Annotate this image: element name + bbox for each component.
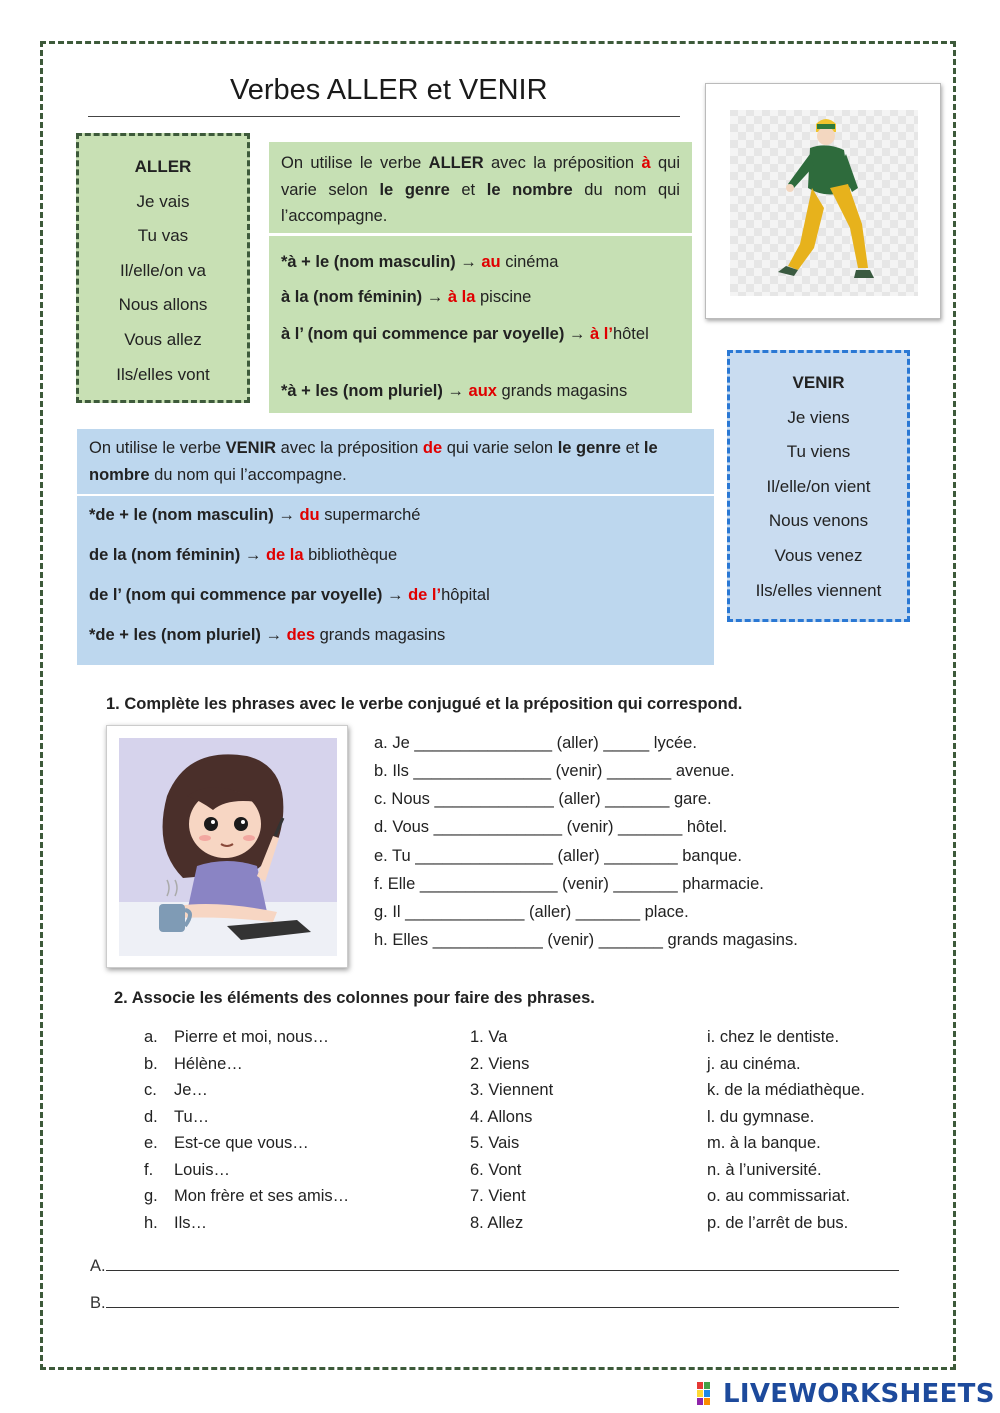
venir-form: Nous venons (768, 511, 869, 531)
venir-rule-box (77, 429, 714, 494)
exercise1-item: h. Elles ____________ (venir) _______ grands magasins. (374, 931, 798, 949)
match-letter: d. (144, 1108, 158, 1126)
match-verb: 1. Va (470, 1028, 508, 1046)
match-subject: Hélène… (174, 1055, 243, 1073)
exercise1-instruction: 1. Complète les phrases avec le verbe conjugué et la préposition qui correspond. (106, 695, 743, 713)
venir-form: Il/elle/on vient (766, 476, 871, 496)
match-verb: 8. Allez (470, 1214, 524, 1232)
match-letter: f. (144, 1161, 154, 1179)
exercise1-item: c. Nous _____________ (aller) _______ gare. (374, 790, 712, 808)
answer-label: A. (90, 1257, 106, 1275)
match-subject: Pierre et moi, nous… (174, 1028, 329, 1046)
venir-example: *de + les (nom pluriel) → des grands magasins (89, 626, 446, 644)
page-title: Verbes ALLER et VENIR (230, 74, 548, 106)
match-verb: 6. Vont (470, 1161, 522, 1179)
answer-line-a[interactable] (90, 1256, 899, 1276)
title-underline (88, 116, 680, 117)
match-verb: 4. Allons (470, 1108, 533, 1126)
match-letter: h. (144, 1214, 158, 1232)
match-subject: Louis… (174, 1161, 230, 1179)
match-verb: 5. Vais (470, 1134, 520, 1152)
match-place: m. à la banque. (707, 1134, 821, 1152)
match-subject: Ils… (174, 1214, 207, 1232)
aller-form: Il/elle/on va (120, 260, 206, 280)
aller-example: *à + le (nom masculin) → au cinéma (281, 253, 559, 271)
aller-rule-text: On utilise le verbe ALLER avec la préposition à qui varie selon le genre et le nombre du nom qui l’accompagne. (281, 154, 680, 225)
match-subject: Mon frère et ses amis… (174, 1187, 350, 1205)
aller-example: à la (nom féminin) → à la piscine (281, 288, 532, 306)
venir-example: *de + le (nom masculin) → du supermarché (89, 506, 421, 524)
match-verb: 7. Vient (470, 1187, 526, 1205)
answer-line-b[interactable] (90, 1293, 899, 1313)
venir-form: Tu viens (786, 442, 851, 462)
venir-examples-box (77, 496, 714, 665)
venir-conjugation-box (727, 350, 910, 622)
aller-heading: ALLER (134, 157, 192, 176)
exercise2-instruction: 2. Associe les éléments des colonnes pour faire des phrases. (114, 989, 595, 1007)
match-subject: Je… (174, 1081, 208, 1099)
exercise1-item: e. Tu _______________ (aller) ________ banque. (374, 847, 742, 865)
exercise1-item: d. Vous ______________ (venir) _______ hôtel. (374, 818, 728, 836)
match-verb: 2. Viens (470, 1055, 530, 1073)
aller-form: Ils/elles vont (116, 364, 210, 384)
venir-form: Je viens (787, 407, 850, 427)
aller-form: Tu vas (137, 226, 189, 246)
match-letter: c. (144, 1081, 157, 1099)
match-letter: a. (144, 1028, 158, 1046)
venir-rule-text: On utilise le verbe VENIR avec la préposition de qui varie selon le genre et le nombre du nom qui l’accompagne. (89, 439, 658, 484)
match-letter: e. (144, 1134, 158, 1152)
liveworksheets-logo-icon (697, 1380, 719, 1408)
aller-examples-box (269, 236, 692, 413)
liveworksheets-brand: LIVEWORKSHEETS (723, 1379, 995, 1409)
exercise1-item: f. Elle _______________ (venir) _______ pharmacie. (374, 875, 764, 893)
match-verb: 3. Viennent (470, 1081, 554, 1099)
venir-form: Ils/elles viennent (755, 580, 882, 600)
answer-blank[interactable] (106, 1256, 899, 1271)
venir-form: Vous venez (774, 545, 863, 565)
match-subject: Tu… (174, 1108, 210, 1126)
match-place: n. à l’université. (707, 1161, 822, 1179)
aller-conjugation-box (76, 133, 250, 403)
match-place: p. de l’arrêt de bus. (707, 1214, 849, 1232)
match-subject: Est-ce que vous… (174, 1134, 309, 1152)
venir-example: de l’ (nom qui commence par voyelle) → de l’hôpital (89, 586, 490, 604)
exercise1-item: g. Il _____________ (aller) _______ place. (374, 903, 689, 921)
aller-form: Je vais (136, 191, 190, 211)
match-letter: b. (144, 1055, 158, 1073)
match-place: i. chez le dentiste. (707, 1028, 840, 1046)
aller-rule-box (269, 142, 692, 233)
match-place: o. au commissariat. (707, 1187, 851, 1205)
exercise1-item: a. Je _______________ (aller) _____ lycée. (374, 734, 697, 752)
aller-form: Vous allez (124, 329, 202, 349)
exercise1-item: b. Ils _______________ (venir) _______ avenue. (374, 762, 735, 780)
match-place: j. au cinéma. (707, 1055, 801, 1073)
answer-label: B. (90, 1294, 106, 1312)
answer-blank[interactable] (106, 1293, 899, 1308)
venir-example: de la (nom féminin) → de la bibliothèque (89, 546, 398, 564)
match-place: k. de la médiathèque. (707, 1081, 865, 1099)
match-place: l. du gymnase. (707, 1108, 815, 1126)
liveworksheets-logo[interactable] (697, 1378, 995, 1410)
match-letter: g. (144, 1187, 158, 1205)
aller-form: Nous allons (118, 295, 208, 315)
walking-person-image (705, 83, 941, 319)
aller-example: *à + les (nom pluriel) → aux grands magasins (281, 382, 628, 400)
girl-drawing-image (106, 725, 348, 968)
venir-heading: VENIR (792, 373, 845, 392)
aller-example: à l’ (nom qui commence par voyelle) → à l’hôtel (281, 325, 649, 343)
